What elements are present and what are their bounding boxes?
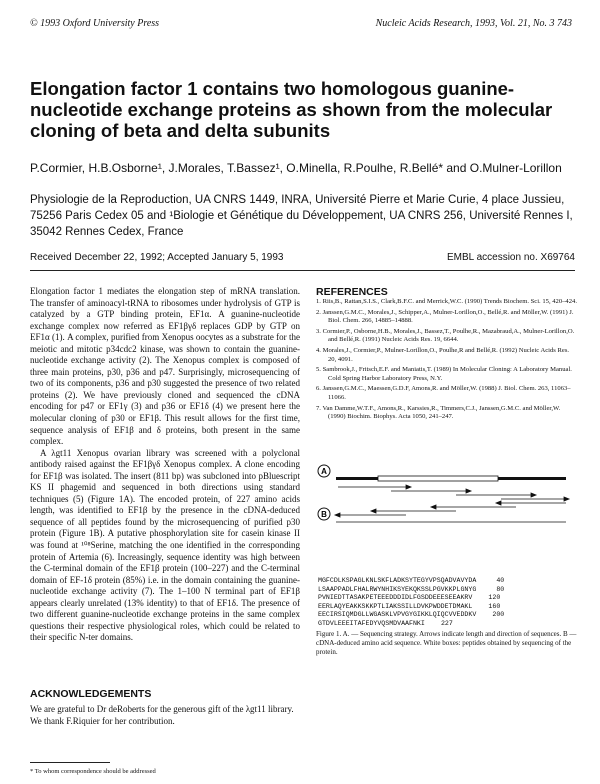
body-paragraph: A λgt11 Xenopus ovarian library was screened with a polyclonal antibody raised against the EF1βγδ Xenopus complex. A clone encoding for EF1β was isolated. The insert (811 bp) was subcloned into pBluescript KS II phagemid and sequenced in both directions using standard techniques (5) (Figure 1A). The encoded protein, of 227 amino acids length, was identified to EF1β by the presence in the cDNA-deduced sequence of all peptides found by the microsequencing of purified p30 protein (Figure 1B). A putative phosphorylation site for casein kinase II was found at ¹⁰⁸Serine, matching the one identified in the corresponding protein of Artemia (6). Increasingly, sequence identity was high between the C-terminal domain of the EF1β protein (100–227) and the C-terminal domain of EF-1δ protein (85%) i.e. in the domain containing the guanine-nucleotide exchange activity (7). The 1–100 N terminal part of EF1β appears clearly unrelated (13% identity) to that of EF1δ. The presence of two different guanine-nucleotide exchange proteins in the same complex questions their respective physiological roles, which could be related to their specific N-ter domains. <box>30 447 300 643</box>
affiliation: Physiologie de la Reproduction, UA CNRS 1449, INRA, Université Pierre et Marie Curie, 4 place Jussieu, 75256 Paris Cedex 05 and ¹Biologie et Génétique du Développement, UA CNRS 256, Université Rennes I, 35042 Rennes Cedex, France <box>30 194 573 238</box>
residue-number: 40 <box>496 577 505 584</box>
author-list: P.Cormier, H.B.Osborne¹, J.Morales, T.Bassez¹, O.Minella, R.Poulhe, R.Bellé* and O.Mulner-Lorillon <box>30 161 562 175</box>
reference-item: 1. Riis,B., Rattan,S.I.S., Clark,B.F.C. and Merrick,W.C. (1990) Trends Biochem. Sci. 15, 420–424. <box>316 298 577 305</box>
reference-item: 7. Van Damme,W.T.F., Amons,R., Karssies,R., Timmers,C.J., Janssen,G.M.C. and Möller,W. (1990) Biochim. Biophys. Acta 1050, 241–247. <box>316 404 561 421</box>
sequence-row <box>318 611 504 620</box>
residue-number: 120 <box>488 594 501 602</box>
acknowledgements-text: We are grateful to Dr deRoberts for the generous gift of the λgt11 library. We thank F.Riquier for her contribution. <box>30 704 294 726</box>
sequence-residues: GTDVLEEEITAFEDYVQSMDVAAFNKI <box>318 619 425 627</box>
sequence-row <box>318 620 504 629</box>
sequence-residues: MGFCDLKSPAGLKNLSKFLADKSYTEGYVPSQADVAVYDA <box>318 577 477 584</box>
sequence-residues: EERLAQYEAKKSKKPTLIAKSSILLDVKPWDDETDMAKL <box>318 602 473 610</box>
coding-region-box <box>378 476 498 481</box>
reference-item: 4. Morales,J., Cormier,P., Mulner-Lorillon,O., Poulhe,R and Bellé,R. (1992) Nucleic Acids Res. 20, 4091. <box>316 346 570 363</box>
residue-number: 227 <box>440 619 453 627</box>
footnote-rule <box>30 762 110 763</box>
sequence-residues: PVNIEDTTASAKPETEEEDDDIDLFGSDDEEESEEAKRV <box>318 594 473 602</box>
header-rule <box>30 270 575 271</box>
sequencing-strategy-figure <box>316 462 578 570</box>
correspondence-footnote: * To whom correspondence should be addressed <box>30 768 156 775</box>
accession-number: EMBL accession no. X69764 <box>446 252 575 263</box>
sequence-row <box>318 586 504 595</box>
panel-b-label: B <box>321 510 327 519</box>
references-heading: REFERENCES <box>316 286 388 298</box>
reference-list <box>316 298 578 424</box>
reference-item: 6. Janssen,G.M.C., Maessen,G.D.F, Amons,R. and Möller,W. (1988) J. Biol. Chem. 263, 11063–11066. <box>316 385 571 401</box>
residue-number: 80 <box>496 585 505 593</box>
amino-acid-sequence <box>318 577 504 629</box>
reference-item: 2. Janssen,G.M.C., Morales,J., Schipper,A., Mulner-Lorillon,O., Bellé,R. and Möller,W. (1991) J. Biol. Chem. 266, 14885–14888. <box>316 308 574 325</box>
sequence-residues: LSAAPPADLFHALRWYNHIKSYEKQKSSLPGVKKPLGNYG <box>318 585 477 593</box>
sequence-row <box>318 603 504 612</box>
residue-number: 160 <box>488 602 501 610</box>
copyright-line: © 1993 Oxford University Press <box>30 18 160 29</box>
residue-number: 200 <box>492 611 505 619</box>
panel-a-label: A <box>321 467 327 476</box>
body-text <box>30 286 300 644</box>
figure-caption: Figure 1. A. — Sequencing strategy. Arrows indicate length and direction of sequences. B — cDNA-deduced amino acid sequence. White boxes: peptides obtained by sequencing of the protein. <box>316 630 577 656</box>
acknowledgements-heading: ACKNOWLEDGEMENTS <box>30 688 152 700</box>
journal-line: Nucleic Acids Research, 1993, Vol. 21, No. 3 743 <box>375 18 572 29</box>
reference-item: 5. Sambrook,J., Fritsch,E.F. and Maniatis,T. (1989) In Molecular Cloning: A Laboratory Manual. Cold Spring Harbor Laboratory Press, N.Y. <box>316 366 572 382</box>
sequence-row <box>318 594 504 603</box>
received-dates: Received December 22, 1992; Accepted January 5, 1993 <box>30 252 284 263</box>
sequence-row <box>318 577 504 586</box>
reference-item: 3. Cormier,P., Osborne,H.B., Morales,J., Bassez,T., Poulhe,R., Mazabraud,A., Mulner-Lorillon,O. and Bellé,R. (1991) Nucleic Acids Res. 19, 6644. <box>316 327 575 344</box>
sequence-residues: EECIRSIQMDGLLWGASKLVPVGYGIKKLQIQCVVEDDKV <box>318 611 477 619</box>
body-paragraph: Elongation factor 1 mediates the elongation step of mRNA translation. The transfer of aminoacyl-tRNA to ribosomes under hydrolysis of GTP is catalyzed by a GTP binding protein, EF1α. A guanine-nucleotide exchange complex now referred as EF1βγδ replaces GDP by GTP on EF1α (1). A complex, purified from Xenopus oocytes as a substrate for the meiotic and mitotic p34cdc2 kinase, was shown to contain the guanine-nucleotide exchange activity (2). The Xenopus complex is composed of three main proteins, p30, p36 and p47. Surprisingly, microsequencing of two of its components, p36 and p30 suggested the presence of two related proteins (2). We have previously cloned and sequenced the cDNA encoding for p47 or EF1γ (3) and p36 or EF1δ (4) we present here the molecular cloning of p30 or EF1β. This result allows for the first time, sequence analysis of EF1β and δ proteins, both present in the same complex. <box>30 286 300 447</box>
paper-title: Elongation factor 1 contains two homologous guanine-nucleotide exchange proteins as shown from the molecular cloning of beta and delta subunits <box>30 78 553 141</box>
sequencing-arrows <box>335 485 569 517</box>
